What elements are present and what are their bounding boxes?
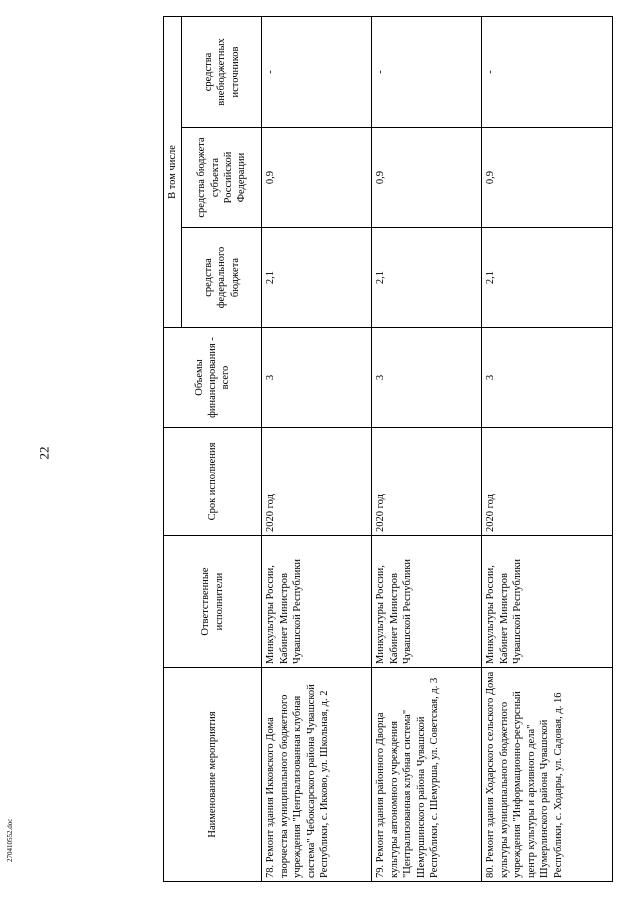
cell-name: 80. Ремонт здания Ходарского сельского Дома культуры муниципального бюджетного учреждения "Информационно-ресурсный центр культуры и архивного дела" Шумерлинского района Чувашской Республики, с. Ходары, ул. Садовая, д. 16 — [482, 668, 613, 882]
cell-total: 3 — [482, 328, 613, 428]
cell-executors: Минкультуры России, Кабинет Министров Чувашской Республики — [262, 536, 372, 668]
table-row — [482, 16, 613, 881]
cell-executors: Минкультуры России, Кабинет Министров Чувашской Республики — [372, 536, 482, 668]
cell-total: 3 — [262, 328, 372, 428]
header-term: Срок исполнения — [164, 428, 262, 536]
cell-name: 78. Ремонт здания Икковского Дома творчества муниципального бюджетного учреждения "Централизованная клубная система" Чебоксарского района Чувашской Республики, с. Икково, ул. Школьная, д. 2 — [262, 668, 372, 882]
cell-executors: Минкультуры России, Кабинет Министров Чувашской Республики — [482, 536, 613, 668]
cell-extrabudget: - — [372, 16, 482, 127]
measures-table — [163, 16, 613, 882]
header-including: В том числе — [164, 16, 182, 327]
header-regional: средства бюджета субъекта Российской Федерации — [182, 128, 262, 228]
cell-extrabudget: - — [482, 16, 613, 127]
header-extrabudget: средства внебюджетных источников — [182, 16, 262, 127]
table-row — [262, 16, 372, 881]
cell-name: 79. Ремонт здания районного Дворца культуры автономного учреждения "Централизованная клубная система" Шемуршинского района Чувашской Республики, с. Шемурша, ул. Советская, д. 3 — [372, 668, 482, 882]
cell-regional: 0,9 — [482, 128, 613, 228]
cell-regional: 0,9 — [372, 128, 482, 228]
footer-filename: 270410552.doc — [6, 818, 14, 862]
cell-regional: 0,9 — [262, 128, 372, 228]
cell-federal: 2,1 — [482, 228, 613, 328]
header-federal: средства федерального бюджета — [182, 228, 262, 328]
cell-extrabudget: - — [262, 16, 372, 127]
header-name: Наименование мероприятия — [164, 668, 262, 882]
header-executors: Ответственные исполнители — [164, 536, 262, 668]
cell-total: 3 — [372, 328, 482, 428]
cell-term: 2020 год — [482, 428, 613, 536]
cell-term: 2020 год — [262, 428, 372, 536]
cell-federal: 2,1 — [262, 228, 372, 328]
table-rotated-container — [163, 17, 613, 882]
page-number: 22 — [36, 446, 52, 460]
table-row — [372, 16, 482, 881]
cell-federal: 2,1 — [372, 228, 482, 328]
header-total: Объемы финансирования - всего — [164, 328, 262, 428]
cell-term: 2020 год — [372, 428, 482, 536]
